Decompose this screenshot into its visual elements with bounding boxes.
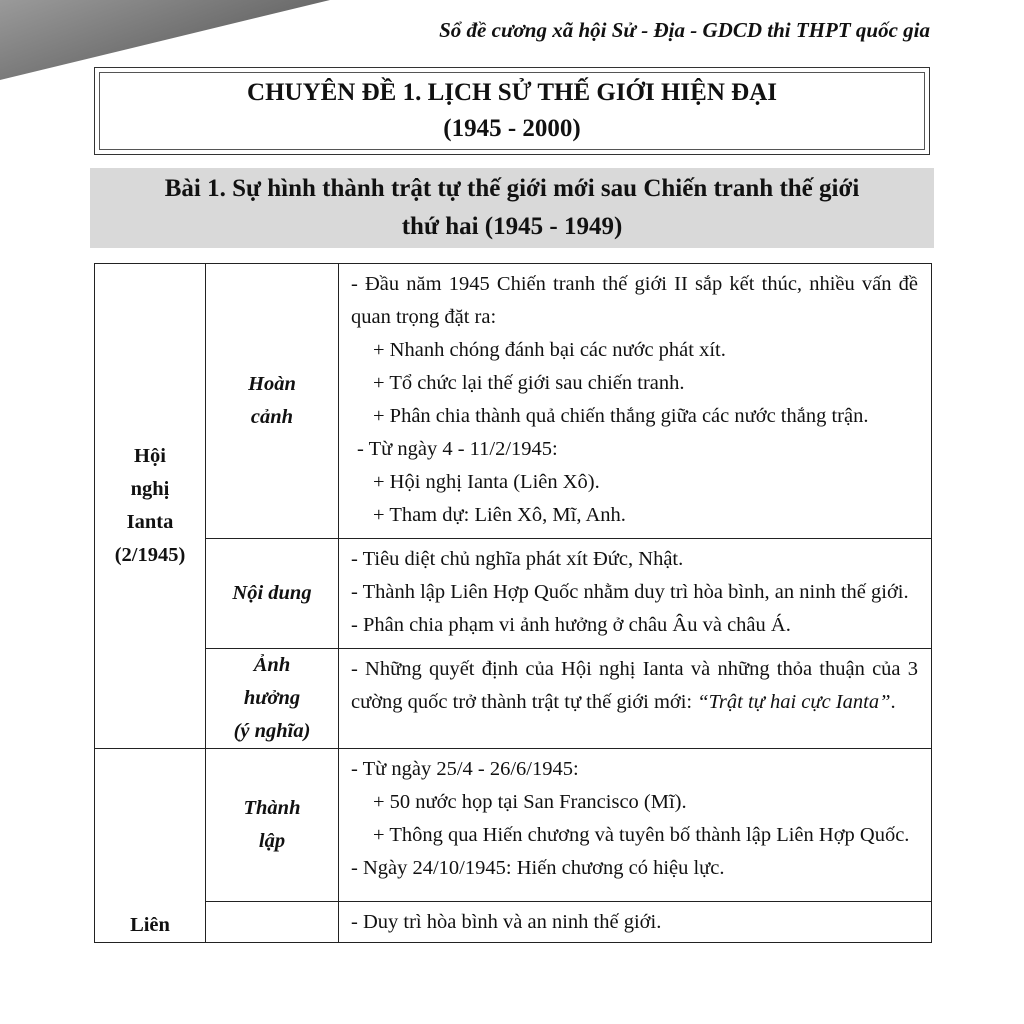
chapter-title-line1: CHUYÊN ĐỀ 1. LỊCH SỬ THẾ GIỚI HIỆN ĐẠI bbox=[247, 79, 777, 106]
topic-label: Liên bbox=[130, 914, 170, 936]
aspect-cell-anh-huong bbox=[206, 649, 339, 749]
table-row bbox=[95, 902, 932, 943]
detail-line: - Tiêu diệt chủ nghĩa phát xít Đức, Nhật. bbox=[351, 548, 684, 570]
aspect-cell-empty bbox=[206, 902, 339, 943]
detail-line: - Thành lập Liên Hợp Quốc nhằm duy trì hòa bình, an ninh thế giới. bbox=[351, 581, 909, 603]
topic-label: Ianta bbox=[126, 511, 174, 533]
topic-label: nghị bbox=[130, 478, 170, 500]
detail-line: + Tổ chức lại thế giới sau chiến tranh. bbox=[373, 372, 685, 394]
aspect-cell-hoan-canh bbox=[206, 264, 339, 539]
detail-cell bbox=[339, 749, 932, 902]
aspect-label: (ý nghĩa) bbox=[233, 720, 311, 742]
aspect-cell-noi-dung: Nội dung bbox=[206, 539, 339, 649]
lesson-title-line2: thứ hai (1945 - 1949) bbox=[401, 213, 623, 240]
detail-line: + Thông qua Hiến chương và tuyên bố thành lập Liên Hợp Quốc. bbox=[373, 824, 910, 846]
detail-text: - Những quyết định của Hội nghị Ianta và những thỏa thuận của 3 cường quốc trở thành trật tự thế giới mới: bbox=[351, 658, 918, 713]
detail-cell bbox=[339, 264, 932, 539]
detail-quote: “Trật tự hai cực Ianta” bbox=[697, 691, 891, 713]
aspect-label: lập bbox=[258, 830, 286, 853]
lesson-title bbox=[90, 168, 934, 248]
detail-line: + Phân chia thành quả chiến thắng giữa các nước thắng trận. bbox=[373, 405, 869, 427]
table-row bbox=[95, 749, 932, 902]
content-table bbox=[94, 263, 932, 943]
topic-cell-ianta bbox=[95, 264, 206, 749]
table-row bbox=[95, 649, 932, 749]
table-row bbox=[95, 539, 932, 649]
detail-line: + Hội nghị Ianta (Liên Xô). bbox=[373, 471, 600, 493]
topic-label: (2/1945) bbox=[114, 544, 186, 566]
aspect-label: cảnh bbox=[250, 406, 294, 428]
detail-line: + Tham dự: Liên Xô, Mĩ, Anh. bbox=[373, 504, 626, 526]
table-row bbox=[95, 264, 932, 539]
chapter-title-line2: (1945 - 2000) bbox=[443, 115, 581, 142]
detail-line: + Nhanh chóng đánh bại các nước phát xít. bbox=[373, 339, 726, 361]
aspect-label: Hoàn bbox=[248, 373, 296, 395]
chapter-title bbox=[99, 72, 925, 150]
detail-line: - Từ ngày 4 - 11/2/1945: bbox=[357, 438, 558, 460]
topic-cell-lien-hop-quoc bbox=[95, 749, 206, 943]
detail-cell bbox=[339, 649, 932, 749]
detail-line: - Từ ngày 25/4 - 26/6/1945: bbox=[351, 758, 579, 780]
detail-text-end: . bbox=[890, 691, 896, 713]
detail-cell bbox=[339, 902, 932, 943]
topic-label: Hội bbox=[134, 445, 166, 467]
aspect-label: Ảnh bbox=[253, 654, 291, 676]
aspect-label: hưởng bbox=[243, 687, 301, 709]
lesson-title-line1: Bài 1. Sự hình thành trật tự thế giới mới sau Chiến tranh thế giới bbox=[164, 175, 860, 202]
detail-line: + 50 nước họp tại San Francisco (Mĩ). bbox=[373, 791, 687, 813]
chapter-title-box bbox=[94, 67, 930, 155]
detail-line: - Phân chia phạm vi ảnh hưởng ở châu Âu và châu Á. bbox=[351, 614, 791, 636]
detail-line: - Duy trì hòa bình và an ninh thế giới. bbox=[351, 911, 662, 934]
detail-line: - Đầu năm 1945 Chiến tranh thế giới II sắp kết thúc, nhiều vấn đề quan trọng đặt ra: bbox=[351, 273, 918, 328]
detail-line: - Ngày 24/10/1945: Hiến chương có hiệu lực. bbox=[351, 857, 725, 879]
detail-cell bbox=[339, 539, 932, 649]
aspect-label: Thành bbox=[243, 797, 301, 820]
running-header: Sổ đề cương xã hội Sử - Địa - GDCD thi THPT quốc gia bbox=[439, 18, 930, 42]
aspect-cell-thanh-lap bbox=[206, 749, 339, 902]
